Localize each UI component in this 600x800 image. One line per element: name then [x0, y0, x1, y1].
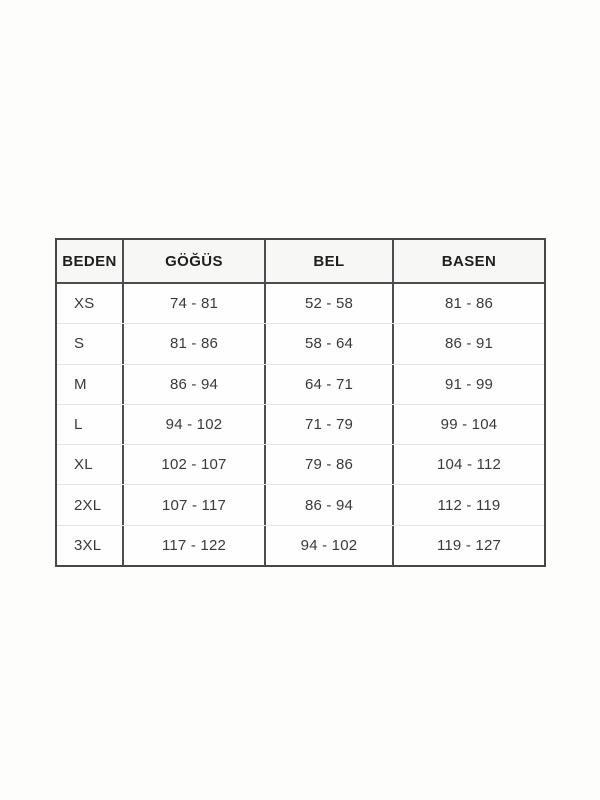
waist-range: 86 - 94 — [266, 485, 394, 524]
hip-range: 112 - 119 — [437, 496, 501, 514]
size-label: 3XL — [57, 526, 124, 565]
chest-range: 86 - 94 — [124, 365, 266, 404]
waist-range: 64 - 71 — [266, 365, 394, 404]
size-label: XS — [57, 284, 124, 323]
table-row-2xl — [57, 484, 544, 524]
waist-range: 79 - 86 — [266, 445, 394, 484]
table-row-m — [57, 364, 544, 404]
column-header-gogus: GÖĞÜS — [124, 240, 266, 282]
size-label: S — [57, 324, 124, 363]
hip-range: 91 - 99 — [444, 375, 494, 393]
waist-range: 71 - 79 — [266, 405, 394, 444]
table-row-xs — [57, 284, 544, 323]
size-chart-table — [55, 238, 546, 567]
table-row-xl — [57, 444, 544, 484]
chest-range: 102 - 107 — [124, 445, 266, 484]
waist-range: 52 - 58 — [266, 284, 394, 323]
chest-range: 94 - 102 — [124, 405, 266, 444]
chest-range: 81 - 86 — [124, 324, 266, 363]
hip-range: 119 - 127 — [436, 536, 502, 554]
hip-range: 86 - 91 — [444, 335, 494, 353]
chest-range: 107 - 117 — [124, 485, 266, 524]
chest-range: 74 - 81 — [124, 284, 266, 323]
hip-range: 81 - 86 — [444, 295, 494, 313]
table-row-3xl — [57, 525, 544, 565]
waist-range: 58 - 64 — [266, 324, 394, 363]
column-header-basen: BASEN — [441, 252, 497, 270]
column-header-beden: BEDEN — [57, 240, 124, 282]
column-header-bel: BEL — [266, 240, 394, 282]
size-label: M — [57, 365, 124, 404]
size-chart-header-row — [57, 240, 544, 284]
size-label: XL — [57, 445, 124, 484]
waist-range: 94 - 102 — [266, 526, 394, 565]
table-row-s — [57, 323, 544, 363]
size-label: 2XL — [57, 485, 124, 524]
size-label: L — [57, 405, 124, 444]
hip-range: 99 - 104 — [440, 415, 498, 433]
table-row-l — [57, 404, 544, 444]
chest-range: 117 - 122 — [124, 526, 266, 565]
hip-range: 104 - 112 — [436, 456, 502, 474]
